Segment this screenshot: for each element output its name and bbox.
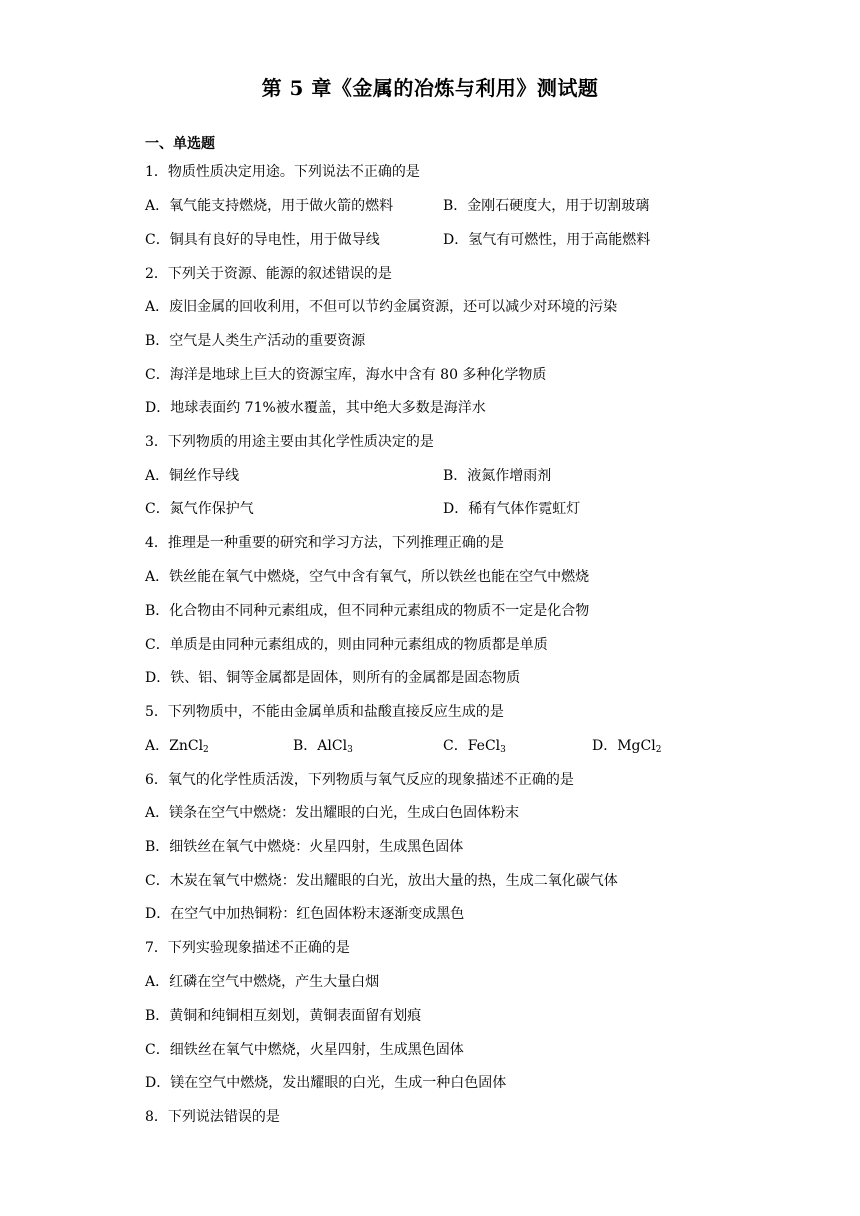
option-b-formula: B．AlCl <box>293 738 348 754</box>
question-2-option-b: B．空气是人类生产活动的重要资源 <box>145 333 366 349</box>
question-1-options-row-1 <box>145 196 745 216</box>
question-6-option-b: B．细铁丝在氧气中燃烧：火星四射，生成黑色固体 <box>145 839 464 855</box>
question-7-stem: 7．下列实验现象描述不正确的是 <box>145 940 350 956</box>
question-6-option-d: D．在空气中加热铜粉：红色固体粉末逐渐变成黑色 <box>145 906 465 922</box>
question-4-option-a: A．铁丝能在氧气中燃烧，空气中含有氧气，所以铁丝也能在空气中燃烧 <box>145 569 590 585</box>
option-d-subscript: 2 <box>655 745 662 755</box>
question-5-options-row <box>145 736 745 756</box>
question-6-stem: 6．氧气的化学性质活泼，下列物质与氧气反应的现象描述不正确的是 <box>145 772 574 788</box>
question-4-option-d: D．铁、铝、铜等金属都是固体，则所有的金属都是固态物质 <box>145 670 521 686</box>
question-1-option-a: A．氧气能支持燃烧，用于做火箭的燃料 <box>145 198 394 214</box>
question-2-option-d: D．地球表面约 71%被水覆盖，其中绝大多数是海洋水 <box>145 400 486 416</box>
question-2-stem: 2．下列关于资源、能源的叙述错误的是 <box>145 266 392 282</box>
option-c-formula: C．FeCl <box>443 738 501 754</box>
option-d-formula: D．MgCl <box>592 738 656 754</box>
question-7-option-c: C．细铁丝在氧气中燃烧，火星四射，生成黑色固体 <box>145 1042 464 1058</box>
section-heading: 一、单选题 <box>145 136 215 152</box>
question-6-option-a: A．镁条在空气中燃烧：发出耀眼的白光，生成白色固体粉末 <box>145 805 520 821</box>
question-2-option-a: A．废旧金属的回收利用，不但可以节约金属资源，还可以减少对环境的污染 <box>145 299 618 315</box>
question-5-option-a <box>145 736 209 756</box>
question-3-option-d: D．稀有气体作霓虹灯 <box>443 501 581 517</box>
question-3-option-c: C．氮气作保护气 <box>145 501 254 517</box>
question-5-stem: 5．下列物质中，不能由金属单质和盐酸直接反应生成的是 <box>145 704 504 720</box>
question-5-option-c <box>443 736 506 756</box>
option-a-subscript: 2 <box>203 745 209 755</box>
question-1-stem: 1．物质性质决定用途。下列说法不正确的是 <box>145 164 420 180</box>
question-7-option-d: D．镁在空气中燃烧，发出耀眼的白光，生成一种白色固体 <box>145 1075 507 1091</box>
question-1-option-b: B．金刚石硬度大，用于切割玻璃 <box>443 198 650 214</box>
question-7-option-a: A．红磷在空气中燃烧，产生大量白烟 <box>145 974 380 990</box>
question-5-option-d <box>592 736 661 756</box>
question-3-stem: 3．下列物质的用途主要由其化学性质决定的是 <box>145 434 434 450</box>
option-c-subscript: 3 <box>500 745 506 755</box>
question-3-options-row-1 <box>145 466 745 486</box>
question-3-options-row-2 <box>145 499 745 519</box>
question-7-option-b: B．黄铜和纯铜相互刻划，黄铜表面留有划痕 <box>145 1008 422 1024</box>
question-8-stem: 8．下列说法错误的是 <box>145 1109 280 1125</box>
question-4-stem: 4．推理是一种重要的研究和学习方法，下列推理正确的是 <box>145 535 504 551</box>
question-4-option-c: C．单质是由同种元素组成的，则由同种元素组成的物质都是单质 <box>145 637 548 653</box>
question-4-option-b: B．化合物由不同种元素组成，但不同种元素组成的物质不一定是化合物 <box>145 603 590 619</box>
question-3-option-b: B．液氮作增雨剂 <box>443 468 552 484</box>
option-a-formula: A．ZnCl <box>145 738 204 754</box>
question-1-options-row-2 <box>145 230 745 250</box>
question-1-option-d: D．氢气有可燃性，用于高能燃料 <box>443 232 651 248</box>
page-title: 第 5 章《金属的冶炼与利用》测试题 <box>261 76 599 100</box>
question-2-option-c: C．海洋是地球上巨大的资源宝库，海水中含有 80 多种化学物质 <box>145 367 547 383</box>
question-5-option-b <box>293 736 353 756</box>
question-3-option-a: A．铜丝作导线 <box>145 468 240 484</box>
option-b-subscript: 3 <box>347 745 353 755</box>
question-6-option-c: C．木炭在氧气中燃烧：发出耀眼的白光，放出大量的热，生成二氧化碳气体 <box>145 873 618 889</box>
question-1-option-c: C．铜具有良好的导电性，用于做导线 <box>145 232 380 248</box>
